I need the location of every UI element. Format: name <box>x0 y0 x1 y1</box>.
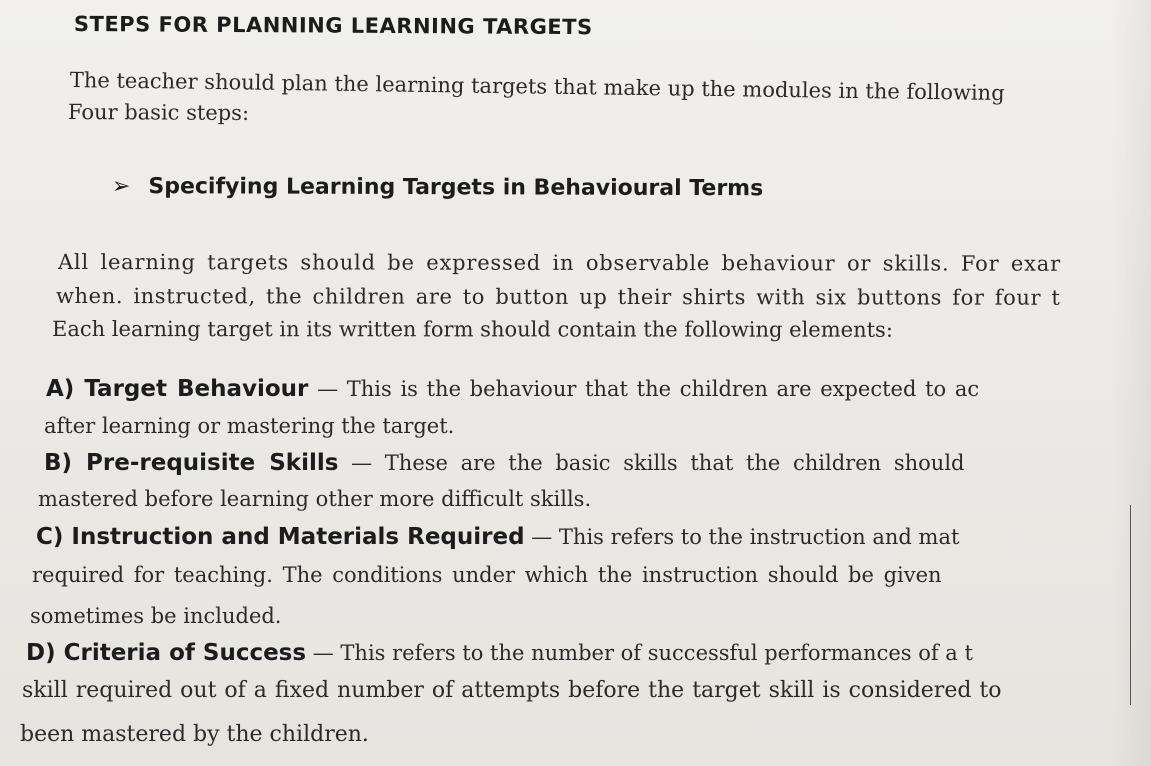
element-item-d <box>26 640 973 666</box>
element-term: A) Target Behaviour <box>46 376 309 402</box>
bullet-section-heading <box>112 174 763 201</box>
intro-line: Four basic steps: <box>67 100 250 125</box>
element-description: — This refers to the instruction and mat <box>524 525 960 549</box>
intro-line: The teacher should plan the learning targets that make up the modules in the following <box>69 68 1005 106</box>
element-item-a <box>46 376 979 402</box>
paragraph-line: when. instructed, the children are to button up their shirts with six buttons for four t <box>55 284 1061 310</box>
bullet-heading-text: Specifying Learning Targets in Behavioural Terms <box>148 174 764 202</box>
element-term: C) Instruction and Materials Required <box>36 524 525 550</box>
element-continuation: skill required out of a fixed number of attempts before the target skill is considered to <box>22 678 1002 703</box>
element-item-c <box>36 524 959 550</box>
element-continuation: mastered before learning other more difficult skills. <box>38 487 592 511</box>
element-term: B) Pre-requisite Skills <box>44 450 339 476</box>
paragraph-line: Each learning target in its written form should contain the following elements: <box>51 317 893 342</box>
page-fold-line <box>1130 505 1131 705</box>
arrow-bullet-icon: ➢ <box>111 174 131 200</box>
element-continuation: been mastered by the children. <box>20 722 369 747</box>
element-term: D) Criteria of Success <box>26 640 307 666</box>
document-heading: STEPS FOR PLANNING LEARNING TARGETS <box>73 12 593 40</box>
element-description: — This is the behaviour that the children are expected to ac <box>308 377 980 401</box>
element-continuation: required for teaching. The conditions under which the instruction should be given <box>32 563 942 587</box>
element-continuation: after learning or mastering the target. <box>44 414 455 438</box>
element-item-b <box>44 450 964 476</box>
paragraph-line: All learning targets should be expressed in observable behaviour or skills. For exar <box>57 250 1061 276</box>
element-description: — These are the basic skills that the children should <box>338 451 965 475</box>
element-description: — This refers to the number of successful performances of a t <box>306 641 973 665</box>
page-edge-shadow <box>1111 0 1151 766</box>
element-continuation: sometimes be included. <box>30 604 282 628</box>
